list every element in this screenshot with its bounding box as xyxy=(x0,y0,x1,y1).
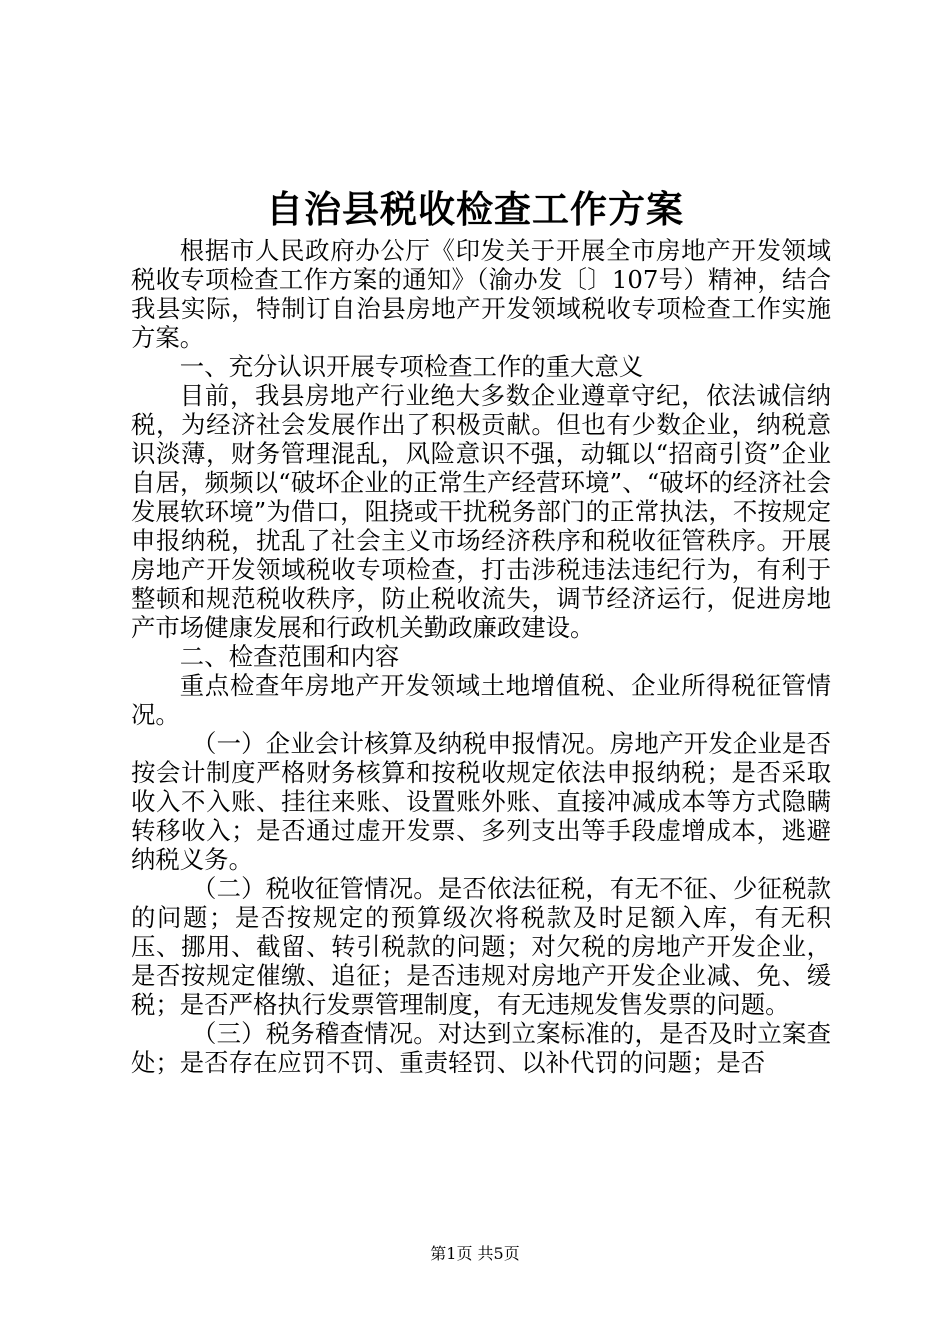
page-number: 第1页 共5页 xyxy=(430,1244,520,1263)
body-paragraph: 重点检查年房地产开发领域土地增值税、企业所得税征管情况。 xyxy=(131,671,831,729)
subsection-paragraph-2: （二）税收征管情况。是否依法征税，有无不征、少征税款的问题；是否按规定的预算级次将税款及时足额入库，有无积压、挪用、截留、转引税款的问题；对欠税的房地产开发企业，是否按规定催缴、追征；是否违规对房地产开发企业减、免、缓税；是否严格执行发票管理制度，有无违规发售发票的问题。 xyxy=(131,874,831,1019)
subsection-paragraph-3: （三）税务稽查情况。对达到立案标准的，是否及时立案查处；是否存在应罚不罚、重责轻罚、以补代罚的问题；是否 xyxy=(131,1019,831,1077)
document-title: 自治县税收检查工作方案 xyxy=(266,187,684,231)
subsection-paragraph-1: （一）企业会计核算及纳税申报情况。房地产开发企业是否按会计制度严格财务核算和按税收规定依法申报纳税；是否采取收入不入账、挂往来账、设置账外账、直接冲减成本等方式隐瞒转移收入；是否通过虚开发票、多列支出等手段虚增成本，逃避纳税义务。 xyxy=(131,729,831,874)
body-paragraph: 目前，我县房地产行业绝大多数企业遵章守纪，依法诚信纳税，为经济社会发展作出了积极贡献。但也有少数企业，纳税意识淡薄，财务管理混乱，风险意识不强，动辄以“招商引资”企业自居，频频以“破坏企业的正常生产经营环境”、“破坏的经济社会发展软环境”为借口，阻挠或干扰税务部门的正常执法，不按规定申报纳税，扰乱了社会主义市场经济秩序和税收征管秩序。开展房地产开发领域税收专项检查，打击涉税违法违纪行为，有利于整顿和规范税收秩序，防止税收流失，调节经济运行，促进房地产市场健康发展和行政机关勤政廉政建设。 xyxy=(131,381,831,642)
section-heading-2: 二、检查范围和内容 xyxy=(179,642,400,671)
document-body xyxy=(131,236,831,1077)
section-heading-1: 一、充分认识开展专项检查工作的重大意义 xyxy=(179,352,644,381)
intro-paragraph: 根据市人民政府办公厅《印发关于开展全市房地产开发领域税收专项检查工作方案的通知》（渝办发〔〕107号）精神，结合我县实际，特制订自治县房地产开发领域税收专项检查工作实施方案。 xyxy=(131,236,831,352)
